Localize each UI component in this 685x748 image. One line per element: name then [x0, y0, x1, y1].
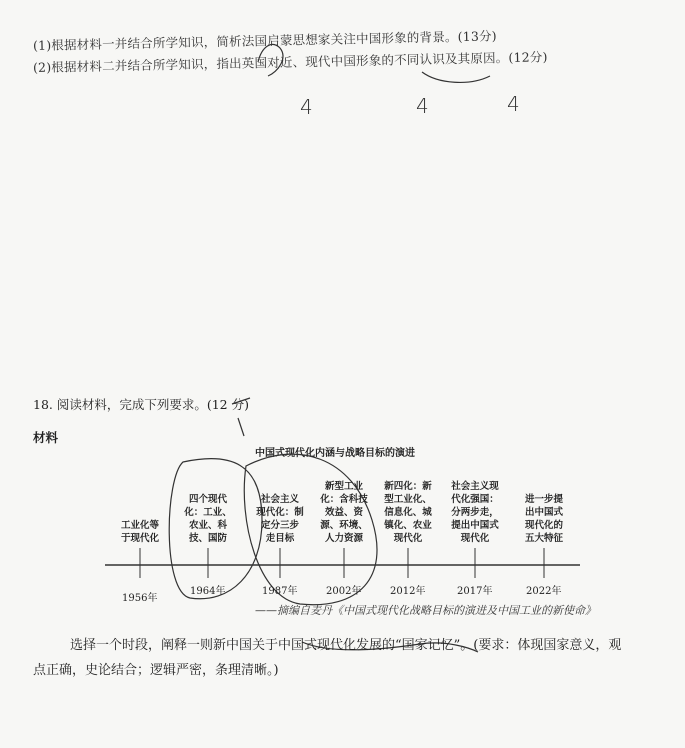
material-label: 材料 [33, 430, 59, 445]
timeline-ticks [140, 548, 544, 578]
timeline-stage-text: 进一步提 出中国式 现代化的 五大特征 [524, 494, 563, 544]
handwritten-score-3: 4 [507, 92, 520, 116]
timeline-year-label: 2012年 [390, 586, 426, 597]
handwritten-score-2: 4 [416, 94, 429, 118]
timeline-year-label: 1987年 [262, 586, 298, 597]
question-18-heading: 18. 阅读材料，完成下列要求。(12 分) [33, 397, 249, 412]
timeline-title: 中国式现代化内涵与战略目标的演进 [255, 448, 415, 459]
timeline-year-label: 2002年 [326, 586, 362, 597]
timeline-stage-text: 四个现代 化：工业、 农业、科 技、国防 [184, 494, 232, 544]
timeline-year-label: 2022年 [526, 586, 562, 597]
timeline-stage-text: 社会主义 现代化：制 定分三步 走目标 [256, 494, 304, 544]
source-citation: ——摘编自麦丹《中国式现代化战略目标的演进及中国工业的新使命》 [255, 604, 596, 617]
timeline-stage-text: 新型工业 化：含科技 效益、资 源、环境、 人力资源 [320, 481, 368, 544]
timeline-stage-text: 新四化：新 型工业化、 信息化、城 镇化、农业 现代化 [384, 481, 432, 544]
pen-tick [238, 418, 244, 436]
task-instruction-line-2: 点正确，史论结合；逻辑严密，条理清晰。) [33, 663, 279, 678]
handwritten-score-1: 4 [300, 95, 313, 119]
task-instruction-line-1: 选择一个时段，阐释一则新中国关于中国式现代化发展的“国家记忆”。(要求：体现国家意义，观 [70, 638, 622, 653]
pen-loop-1 [258, 44, 283, 76]
timeline-stage-text: 工业化等 于现代化 [120, 520, 159, 544]
question-2-text: (2)根据材料二并结合所学知识，指出英国对近、现代中国形象的不同认识及其原因。(12分) [32, 49, 548, 75]
timeline-year-label: 1956年 [122, 593, 158, 604]
pen-annotations [169, 44, 493, 652]
timeline-year-label: 2017年 [457, 586, 493, 597]
timeline-year-label: 1964年 [190, 586, 226, 597]
pen-mark-score [232, 398, 250, 404]
pen-underline [422, 72, 490, 82]
question-1-text: (1)根据材料一并结合所学知识，简析法国启蒙思想家关注中国形象的背景。(13分) [32, 28, 497, 53]
timeline-stage-text: 社会主义现 代化强国： 分两步走， 提出中国式 现代化 [451, 481, 499, 544]
